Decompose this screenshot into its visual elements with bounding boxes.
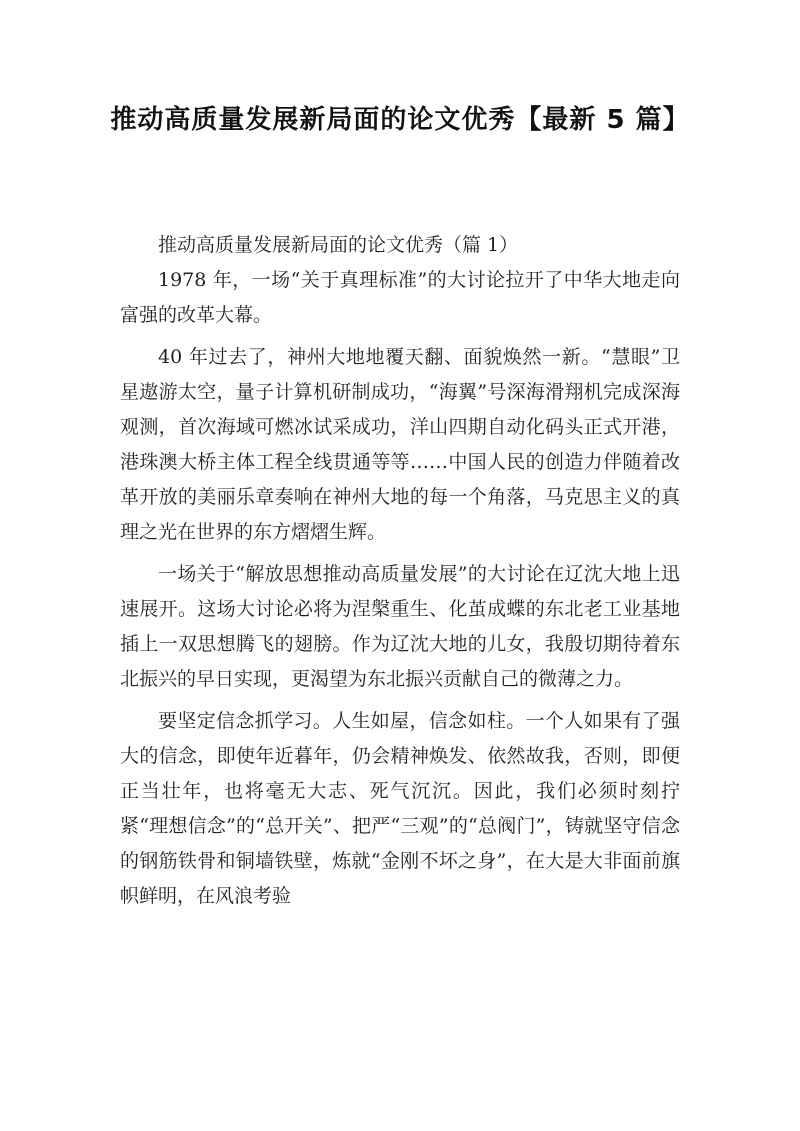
section-heading: 推动高质量发展新局面的论文优秀（篇 1） bbox=[158, 234, 519, 256]
document-title: 推动高质量发展新局面的论文优秀【最新 5 篇】 bbox=[110, 105, 690, 135]
body-paragraph: 40 年过去了，神州大地地覆天翻、面貌焕然一新。“慧眼”卫星遨游太空，量子计算机研制成功，“海翼”号深海滑翔机完成深海观测，首次海域可燃冰试采成功，洋山四期自动化码头正式开港，港珠澳大桥主体工程全线贯通等等……中国人民的创造力伴随着改革开放的美丽乐章奏响在神州大地的每一个角落，马克思主义的真理之光在世界的东方熠熠生辉。 bbox=[120, 346, 680, 543]
body-paragraph: 要坚定信念抓学习。人生如屋，信念如柱。一个人如果有了强大的信念，即使年近暮年，仍会精神焕发、依然故我，否则，即便正当壮年，也将毫无大志、死气沉沉。因此，我们必须时刻拧紧“理想信念”的“总开关”、把严“三观”的“总阀门”，铸就坚守信念的钢筋铁骨和铜墙铁壁，炼就“金刚不坏之身”，在大是大非面前旗帜鲜明，在风浪考验 bbox=[120, 710, 680, 907]
body-paragraph: 一场关于“解放思想推动高质量发展”的大讨论在辽沈大地上迅速展开。这场大讨论必将为涅槃重生、化茧成蝶的东北老工业基地插上一双思想腾飞的翅膀。作为辽沈大地的儿女，我殷切期待着东北振兴的早日实现，更渴望为东北振兴贡献自己的微薄之力。 bbox=[120, 563, 680, 690]
document-body bbox=[120, 228, 680, 921]
body-paragraph: 1978 年，一场“关于真理标准”的大讨论拉开了中华大地走向富强的改革大幕。 bbox=[120, 269, 680, 326]
